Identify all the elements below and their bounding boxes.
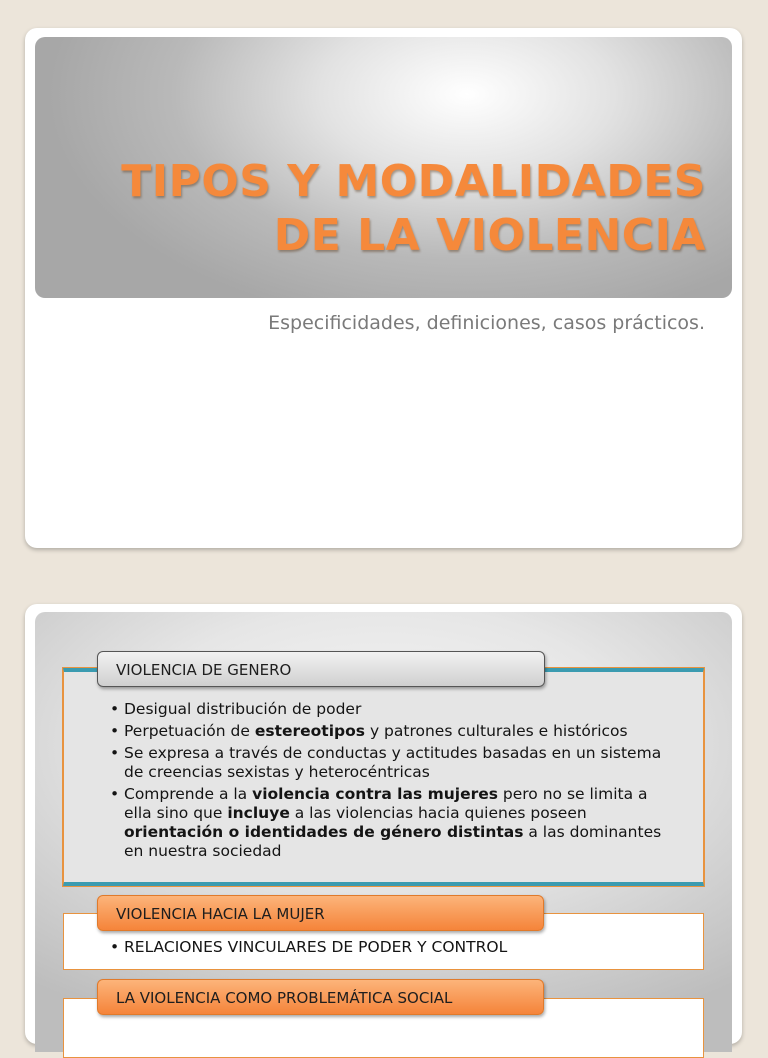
bullet-list (110, 700, 670, 864)
list-item (110, 785, 670, 861)
bullet-text: y patrones culturales e históricos (365, 722, 628, 740)
list-item (110, 700, 670, 719)
section-tab-violencia-genero: VIOLENCIA DE GENERO (97, 651, 545, 687)
content-panel (35, 612, 732, 1052)
section-tab-problematica-social: LA VIOLENCIA COMO PROBLEMÁTICA SOCIAL (97, 979, 544, 1015)
bullet-bold-text: incluye (227, 804, 290, 822)
title-slide (25, 28, 742, 548)
title-line-1: TIPOS Y MODALIDADES (121, 156, 706, 207)
bullet-text: a las violencias hacia quienes poseen (289, 804, 587, 822)
slide-subtitle: Especificidades, definiciones, casos prácticos. (268, 312, 705, 334)
section-box-violencia-genero (63, 668, 704, 886)
bullet-bold-text: orientación o identidades de género distintas (124, 823, 524, 841)
bullet-text: Perpetuación de (124, 722, 255, 740)
bullet-text: RELACIONES VINCULARES DE PODER Y CONTROL (124, 938, 508, 956)
list-item (110, 744, 670, 782)
list-item (110, 722, 670, 741)
bullet-text: Se expresa a través de conductas y actitudes basadas en un sistema de creencias sexistas y heterocéntricas (124, 744, 662, 781)
bullet-bold-text: violencia contra las mujeres (252, 785, 498, 803)
bullet-text: Comprende a la (124, 785, 253, 803)
title-line-2: DE LA VIOLENCIA (273, 210, 706, 261)
bullet-list (110, 938, 670, 960)
bullet-bold-text: estereotipos (254, 722, 366, 740)
title-panel (35, 37, 732, 298)
content-slide (25, 604, 742, 1044)
bullet-text: pero no se limita a ella sino que (124, 785, 648, 822)
section-tab-violencia-mujer: VIOLENCIA HACIA LA MUJER (97, 895, 544, 931)
bullet-text: Desigual distribución de poder (124, 700, 362, 718)
list-item (110, 938, 670, 957)
bullet-text: a las dominantes en nuestra sociedad (124, 823, 662, 860)
slide-title (46, 155, 706, 263)
